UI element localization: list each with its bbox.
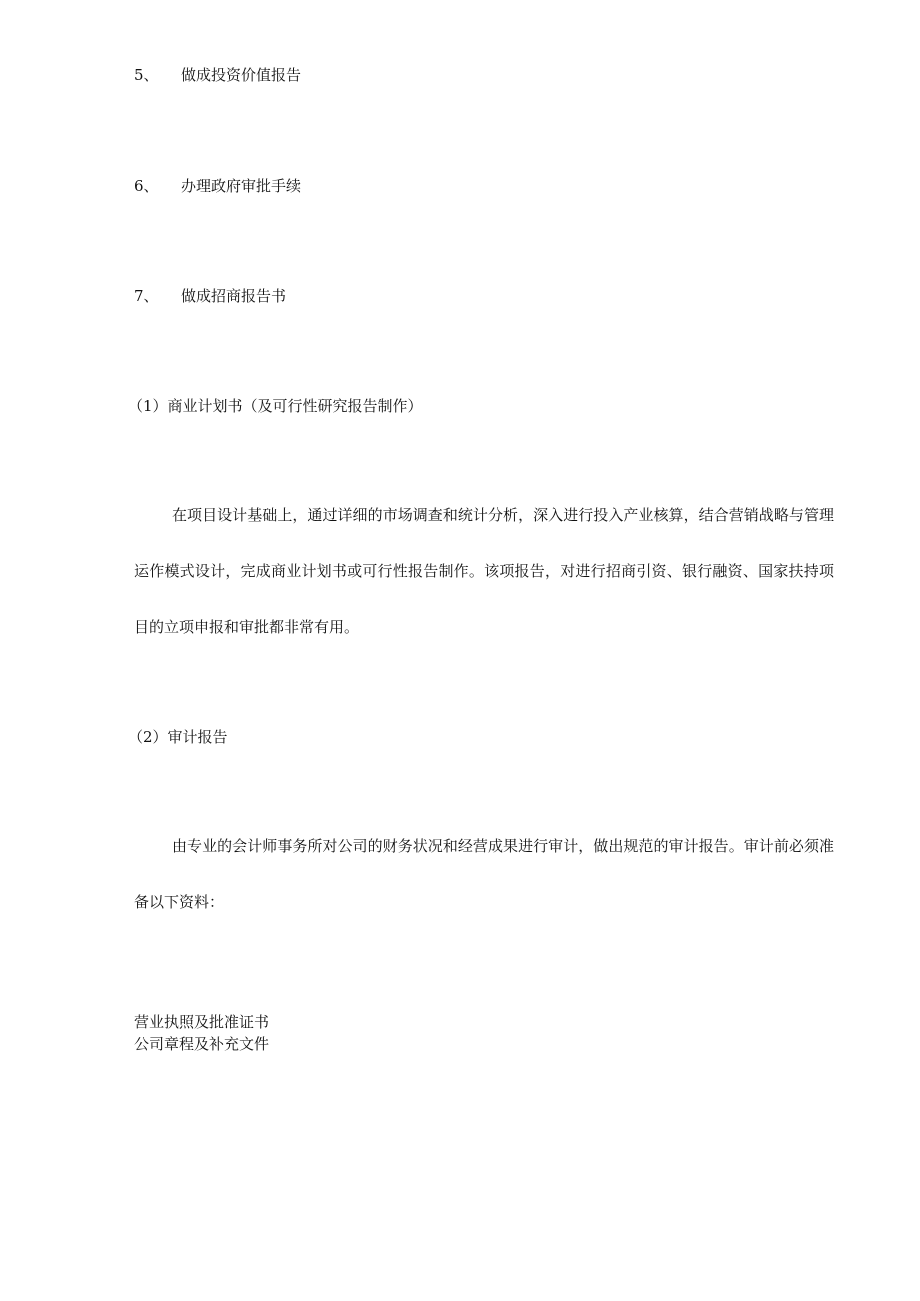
material-item-articles: 公司章程及补充文件 [134,1035,270,1053]
numbered-item-6 [134,176,301,196]
item-text: 做成招商报告书 [181,287,287,305]
item-number: 6、 [134,177,159,195]
numbered-item-7 [134,286,286,306]
section-2-paragraph: 由专业的会计师事务所对公司的财务状况和经营成果进行审计，做出规范的审计报告。审计前必须准备以下资料： [134,837,834,911]
section-1-heading: （1）商业计划书（及可行性研究报告制作） [128,397,423,415]
item-number: 5、 [134,66,159,84]
item-text: 办理政府审批手续 [181,177,302,195]
numbered-item-5 [134,65,301,85]
item-number: 7、 [134,287,159,305]
item-text: 做成投资价值报告 [181,66,302,84]
section-1-paragraph: 在项目设计基础上，通过详细的市场调查和统计分析，深入进行投入产业核算，结合营销战略与管理运作模式设计，完成商业计划书或可行性报告制作。该项报告，对进行招商引资、银行融资、国家扶持项目的立项申报和审批都非常有用。 [134,506,834,636]
material-item-license: 营业执照及批准证书 [134,1013,270,1031]
section-2-heading: （2）审计报告 [128,728,228,746]
